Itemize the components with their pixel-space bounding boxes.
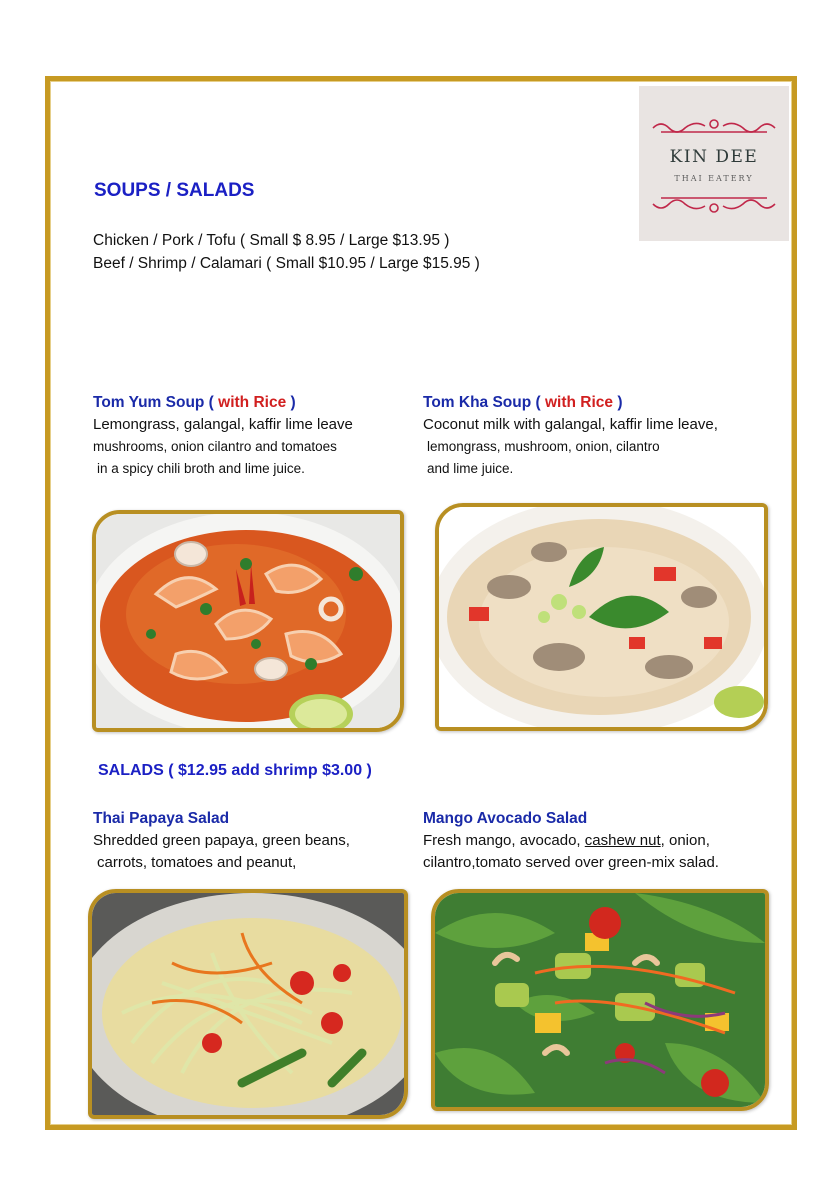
- tom-yum-title: [93, 394, 296, 412]
- tom-yum-desc-line-1: Lemongrass, galangal, kaffir lime leave: [93, 416, 353, 433]
- tom-kha-photo: [435, 503, 768, 731]
- mango-avocado-salad-photo: [431, 889, 769, 1111]
- tom-yum-name: Tom Yum Soup (: [93, 394, 219, 411]
- tom-kha-rice: with Rice: [544, 394, 614, 411]
- soup-price-line-2: Beef / Shrimp / Calamari ( Small $10.95 / Large $15.95 ): [93, 255, 480, 272]
- tom-kha-desc-line-1: Coconut milk with galangal, kaffir lime leave,: [423, 416, 718, 433]
- mango-desc-line-2: cilantro,tomato served over green-mix salad.: [423, 854, 719, 871]
- tom-kha-desc-line-3: and lime juice.: [427, 461, 514, 476]
- papaya-salad-photo: [88, 889, 408, 1119]
- logo-tagline: THAI EATERY: [674, 174, 754, 183]
- papaya-salad-title: Thai Papaya Salad: [93, 810, 230, 827]
- tom-kha-title: [423, 394, 623, 412]
- mango-desc-cashew: cashew nut: [584, 832, 661, 849]
- tom-yum-desc-line-2: mushrooms, onion cilantro and tomatoes: [93, 439, 337, 454]
- tom-yum-description: [93, 414, 413, 480]
- soup-price-line-1: Chicken / Pork / Tofu ( Small $ 8.95 / Large $13.95 ): [93, 232, 450, 249]
- papaya-desc-line-2: carrots, tomatoes and peanut,: [97, 854, 297, 871]
- salads-heading: SALADS ( $12.95 add shrimp $3.00 ): [98, 762, 372, 779]
- papaya-desc-line-1: Shredded green papaya, green beans,: [93, 832, 350, 849]
- papaya-description: [93, 830, 413, 874]
- mango-desc-part-a: Fresh mango, avocado,: [423, 832, 585, 849]
- kin-dee-logo: [639, 86, 789, 241]
- tom-yum-desc-line-3: in a spicy chili broth and lime juice.: [97, 461, 305, 476]
- mango-description: [423, 830, 793, 874]
- tom-yum-photo: [92, 510, 404, 732]
- mango-salad-title: Mango Avocado Salad: [423, 810, 588, 827]
- logo-name: KIN DEE: [669, 147, 759, 167]
- mango-desc-part-c: , onion,: [660, 832, 710, 849]
- tom-yum-close: ): [286, 394, 296, 411]
- tom-kha-description: [423, 414, 783, 480]
- mango-desc-line-1: [423, 830, 793, 852]
- tom-yum-rice: with Rice: [218, 394, 287, 411]
- tom-kha-desc-line-2: lemongrass, mushroom, onion, cilantro: [427, 439, 660, 454]
- tom-kha-close: ): [613, 394, 623, 411]
- soups-heading: SOUPS / SALADS: [94, 180, 255, 201]
- tom-kha-name: Tom Kha Soup (: [423, 394, 545, 411]
